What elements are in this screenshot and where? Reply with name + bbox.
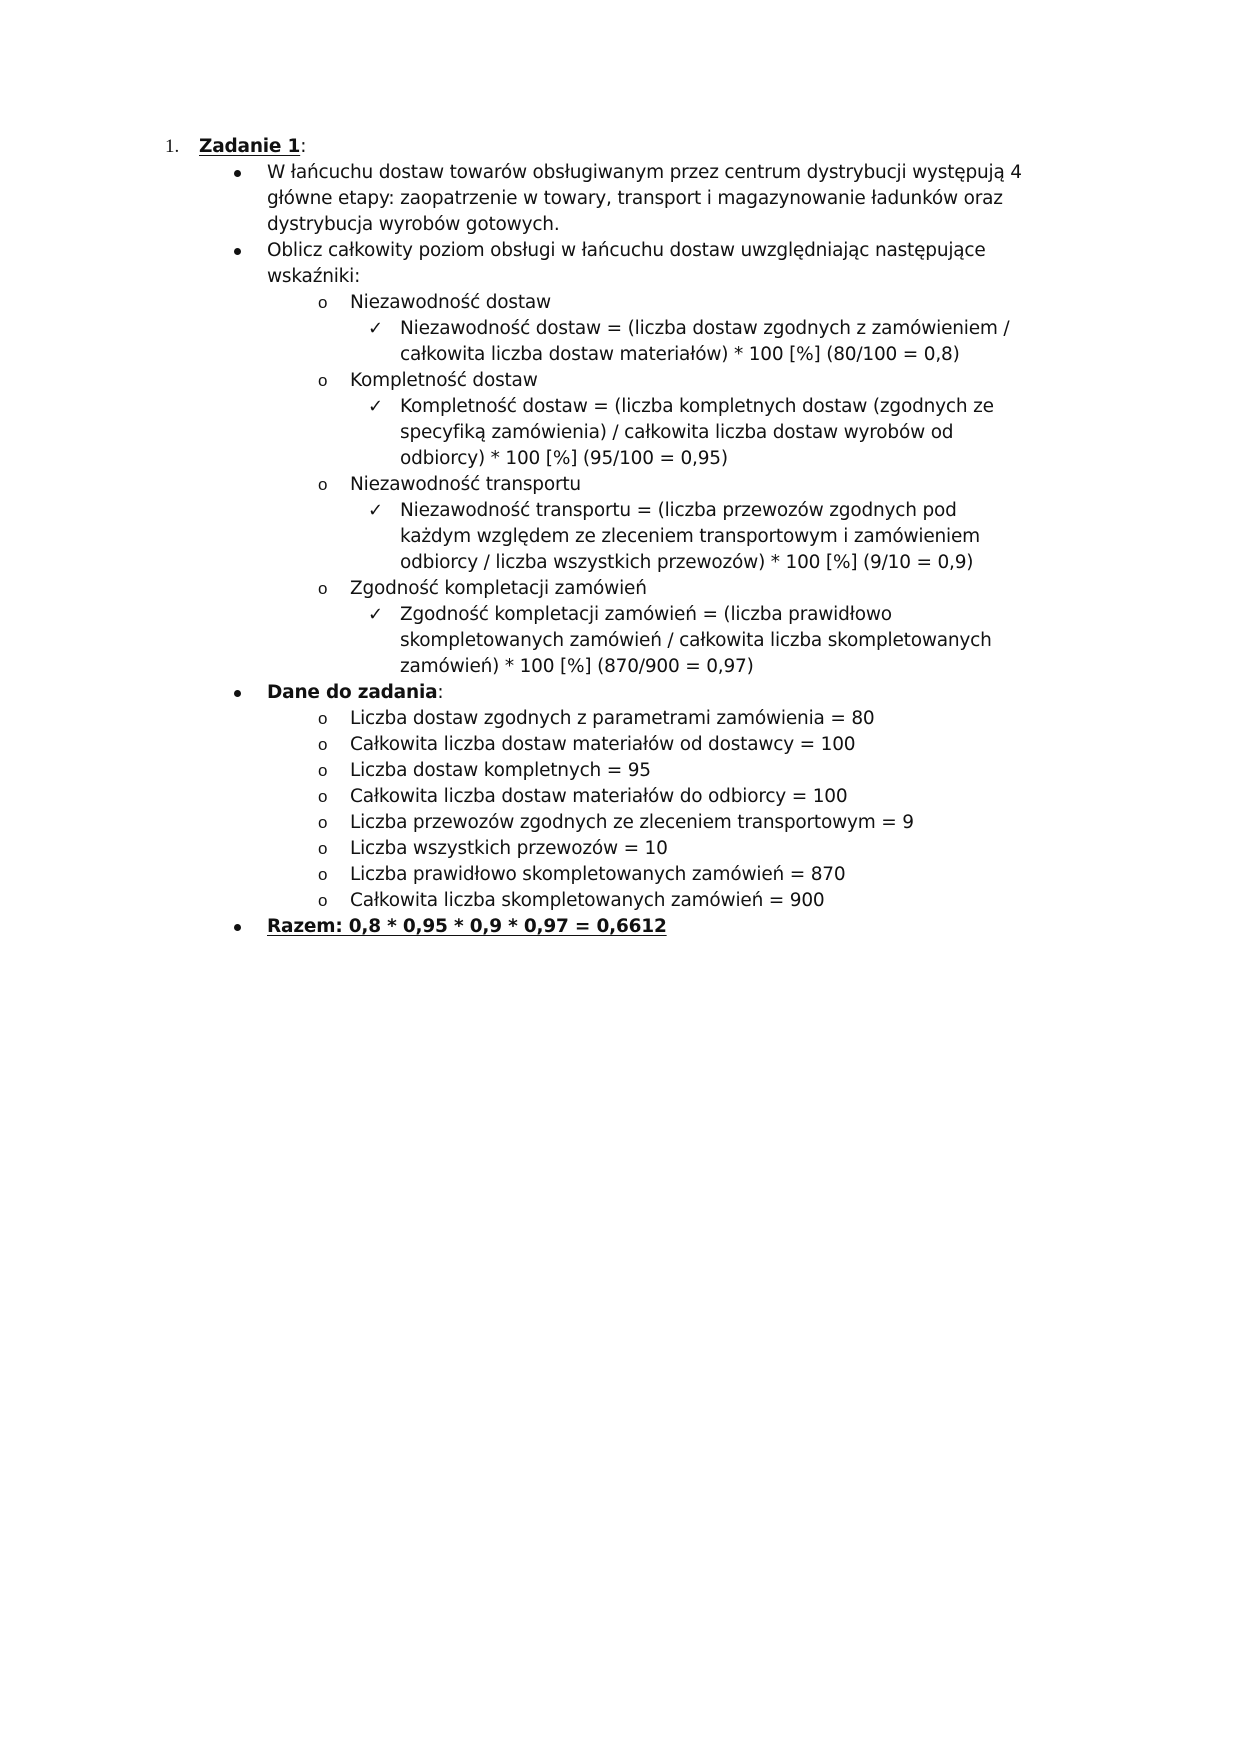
intro-line-2: główne etapy: zaopatrzenie w towary, transport i magazynowanie ładunków oraz <box>267 188 1003 209</box>
indicator-name: Zgodność kompletacji zamówień <box>350 578 647 599</box>
intro-line-3: dystrybucja wyrobów gotowych. <box>267 214 560 235</box>
checkmark-icon: ✓ <box>368 318 384 339</box>
circle-bullet-icon: o <box>318 891 328 910</box>
checkmark-icon: ✓ <box>368 396 384 417</box>
data-heading-label: Dane do zadania <box>267 682 438 703</box>
intro-line-1: W łańcuchu dostaw towarów obsługiwanym przez centrum dystrybucji występują 4 <box>267 162 1022 183</box>
data-heading <box>267 680 443 706</box>
indicator-formula-line: Kompletność dostaw = (liczba kompletnych dostaw (zgodnych ze <box>400 396 994 417</box>
indicator-formula-line: zamówień) * 100 [%] (870/900 = 0,97) <box>400 656 754 677</box>
data-item: Całkowita liczba dostaw materiałów do odbiorcy = 100 <box>350 786 848 807</box>
circle-bullet-icon: o <box>318 709 328 728</box>
bullet-icon <box>234 248 241 255</box>
bullet-icon <box>234 924 241 931</box>
bullet-icon <box>234 690 241 697</box>
circle-bullet-icon: o <box>318 579 328 598</box>
data-item: Liczba dostaw kompletnych = 95 <box>350 760 651 781</box>
task-line-2: wskaźniki: <box>267 266 361 287</box>
indicator-formula-line: specyfiką zamówienia) / całkowita liczba dostaw wyrobów od <box>400 422 954 443</box>
indicator-formula-line: Niezawodność transportu = (liczba przewozów zgodnych pod <box>400 500 957 521</box>
circle-bullet-icon: o <box>318 371 328 390</box>
indicator-formula-line: skompletowanych zamówień / całkowita liczba skompletowanych <box>400 630 992 651</box>
checkmark-icon: ✓ <box>368 500 384 521</box>
indicator-name: Niezawodność dostaw <box>350 292 551 313</box>
data-heading-colon: : <box>437 682 444 703</box>
circle-bullet-icon: o <box>318 761 328 780</box>
indicator-formula-line: odbiorcy / liczba wszystkich przewozów) * 100 [%] (9/10 = 0,9) <box>400 552 974 573</box>
indicator-name: Niezawodność transportu <box>350 474 581 495</box>
bullet-icon <box>234 170 241 177</box>
indicator-formula-line: całkowita liczba dostaw materiałów) * 100 [%] (80/100 = 0,8) <box>400 344 960 365</box>
task-heading-colon: : <box>300 136 307 157</box>
circle-bullet-icon: o <box>318 293 328 312</box>
task-heading-text: Zadanie 1 <box>199 136 301 157</box>
data-item: Liczba prawidłowo skompletowanych zamówień = 870 <box>350 864 846 885</box>
task-heading <box>199 134 306 160</box>
indicator-name: Kompletność dostaw <box>350 370 538 391</box>
circle-bullet-icon: o <box>318 735 328 754</box>
data-item: Liczba wszystkich przewozów = 10 <box>350 838 668 859</box>
result-total: Razem: 0,8 * 0,95 * 0,9 * 0,97 = 0,6612 <box>267 916 667 937</box>
task-line-1: Oblicz całkowity poziom obsługi w łańcuchu dostaw uwzględniając następujące <box>267 240 986 261</box>
indicator-formula-line: Niezawodność dostaw = (liczba dostaw zgodnych z zamówieniem / <box>400 318 1010 339</box>
data-item: Liczba przewozów zgodnych ze zleceniem transportowym = 9 <box>350 812 914 833</box>
circle-bullet-icon: o <box>318 813 328 832</box>
circle-bullet-icon: o <box>318 787 328 806</box>
list-number: 1. <box>165 136 180 157</box>
circle-bullet-icon: o <box>318 865 328 884</box>
checkmark-icon: ✓ <box>368 604 384 625</box>
data-item: Całkowita liczba skompletowanych zamówień = 900 <box>350 890 825 911</box>
circle-bullet-icon: o <box>318 839 328 858</box>
data-item: Liczba dostaw zgodnych z parametrami zamówienia = 80 <box>350 708 875 729</box>
indicator-formula-line: Zgodność kompletacji zamówień = (liczba prawidłowo <box>400 604 892 625</box>
indicator-formula-line: odbiorcy) * 100 [%] (95/100 = 0,95) <box>400 448 728 469</box>
circle-bullet-icon: o <box>318 475 328 494</box>
indicator-formula-line: każdym względem ze zleceniem transportowym i zamówieniem <box>400 526 980 547</box>
data-item: Całkowita liczba dostaw materiałów od dostawcy = 100 <box>350 734 856 755</box>
